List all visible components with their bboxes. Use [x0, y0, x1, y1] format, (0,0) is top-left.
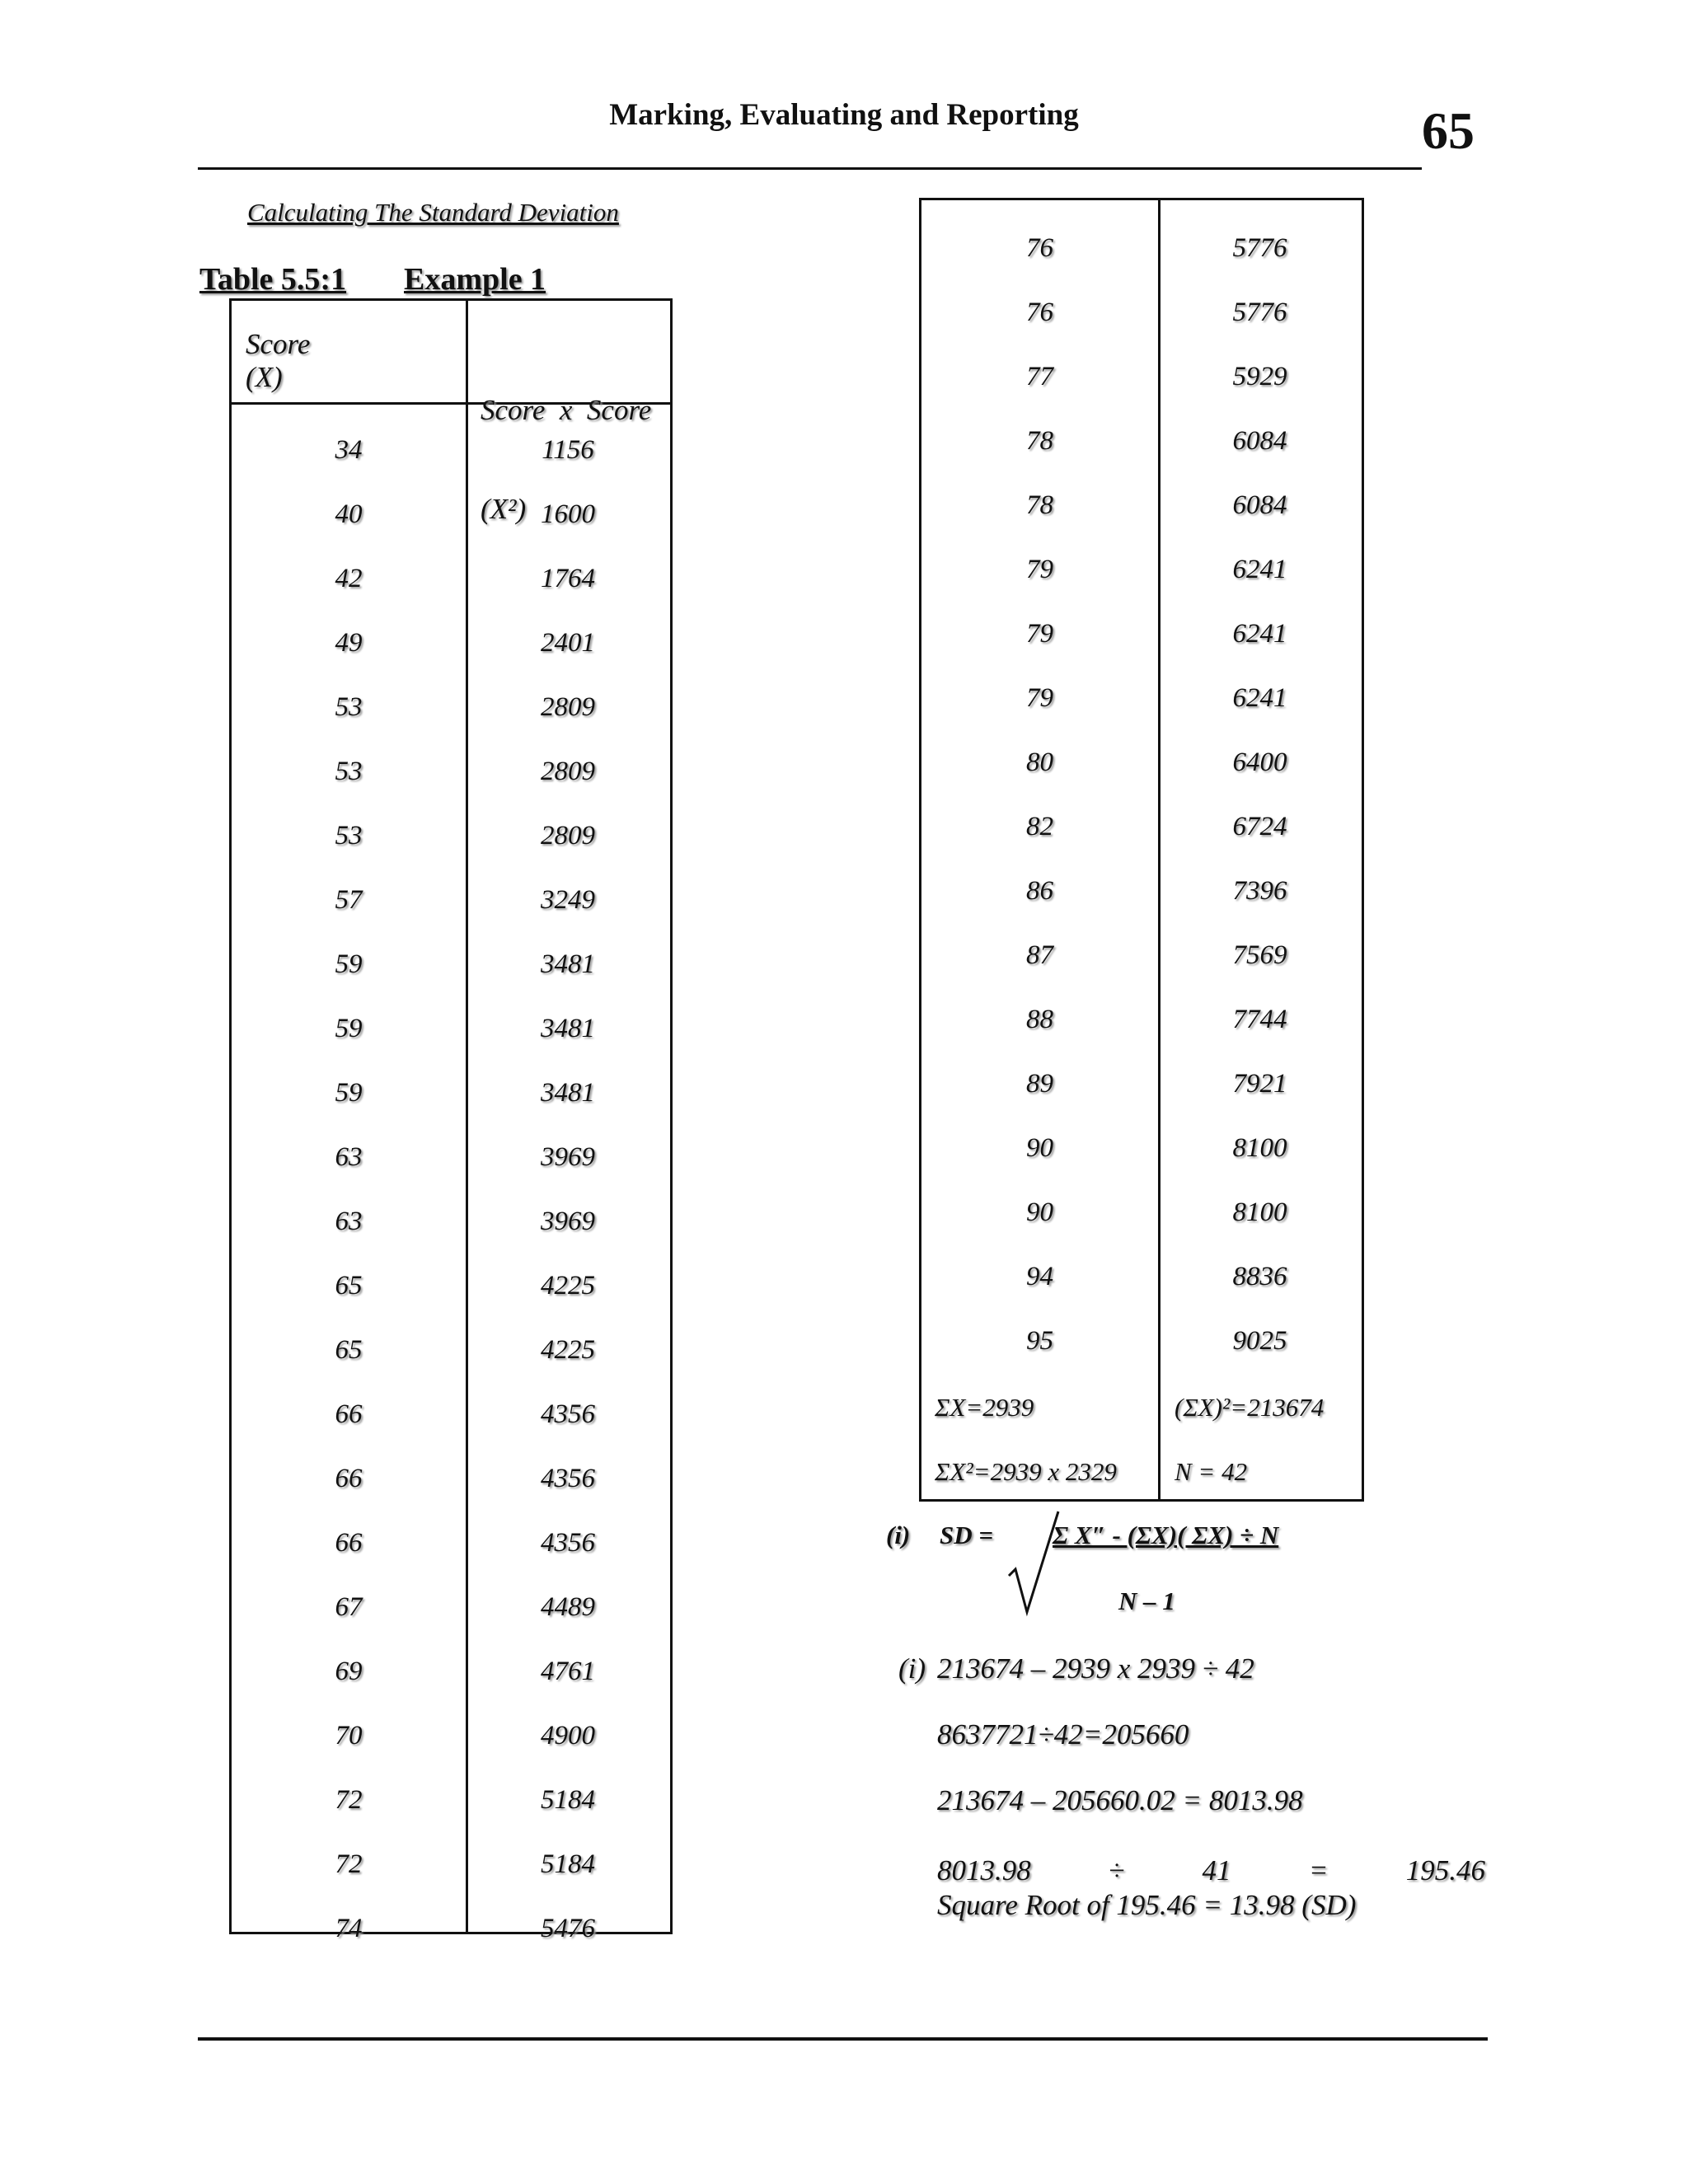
step-line-5: Square Root of 195.46 = 13.98 (SD) — [937, 1889, 1357, 1921]
table-row — [232, 1896, 670, 1961]
squared-cell: 2401 — [541, 628, 595, 658]
section-heading: Calculating The Standard Deviation — [247, 198, 619, 227]
score-cell: 57 — [335, 885, 363, 915]
squared-cell: 7396 — [1232, 876, 1287, 906]
score-cell: 90 — [1026, 1197, 1053, 1227]
table-row — [232, 1318, 670, 1382]
squared-cell: 5929 — [1232, 362, 1287, 391]
footer-rule — [198, 2037, 1488, 2041]
formula-denominator: N – 1 — [1118, 1586, 1175, 1615]
score-cell: 89 — [1026, 1069, 1053, 1099]
score-cell: 66 — [335, 1528, 363, 1558]
step-label: (i) — [898, 1652, 926, 1685]
right-table-body — [921, 216, 1362, 1373]
score-cell: 69 — [335, 1657, 363, 1686]
table-row — [232, 1639, 670, 1704]
table-row — [921, 537, 1362, 602]
squared-cell: 5476 — [541, 1914, 595, 1943]
score-cell: 53 — [335, 821, 363, 851]
squared-cell: 2809 — [541, 821, 595, 851]
score-cell: 78 — [1026, 426, 1053, 456]
squared-cell: 5776 — [1232, 233, 1287, 263]
header-score-symbol: (X) — [246, 361, 283, 393]
score-cell: 78 — [1026, 490, 1053, 520]
page-number: 65 — [1422, 101, 1475, 160]
squared-cell: 8836 — [1232, 1262, 1287, 1291]
table-row — [232, 1382, 670, 1446]
table-row — [232, 739, 670, 804]
table-row — [232, 1832, 670, 1896]
table-row — [232, 1768, 670, 1832]
table-row — [921, 473, 1362, 537]
table-row — [232, 868, 670, 932]
table-row — [232, 482, 670, 546]
score-cell: 40 — [335, 499, 363, 529]
sum-x-squared: (ΣX)²=213674 — [1175, 1393, 1325, 1422]
score-cell: 49 — [335, 628, 363, 658]
score-cell: 80 — [1026, 748, 1053, 777]
score-cell: 88 — [1026, 1005, 1053, 1034]
squared-cell: 3481 — [541, 1078, 595, 1108]
score-cell: 72 — [335, 1849, 363, 1879]
squared-cell: 6241 — [1232, 619, 1287, 649]
table-row — [921, 987, 1362, 1052]
score-cell: 79 — [1026, 619, 1053, 649]
table-row — [921, 794, 1362, 859]
squared-cell: 6241 — [1232, 555, 1287, 584]
squared-cell: 4225 — [541, 1271, 595, 1301]
squared-cell: 3481 — [541, 949, 595, 979]
score-cell: 72 — [335, 1785, 363, 1815]
table-row — [921, 216, 1362, 280]
squared-cell: 5184 — [541, 1849, 595, 1879]
score-cell: 66 — [335, 1464, 363, 1493]
step-line-4-operator: ÷ — [1109, 1854, 1125, 1886]
step-line-1: 213674 – 2939 x 2939 ÷ 42 — [937, 1652, 1254, 1685]
table-row — [921, 344, 1362, 409]
header-score — [246, 328, 452, 394]
n-count: N = 42 — [1175, 1457, 1248, 1486]
table-row — [921, 1116, 1362, 1180]
squared-cell: 3969 — [541, 1207, 595, 1236]
squared-cell: 3481 — [541, 1014, 595, 1043]
table-row — [232, 804, 670, 868]
table-row — [921, 602, 1362, 666]
table-row — [921, 1052, 1362, 1116]
table-row — [232, 611, 670, 675]
squared-cell: 4225 — [541, 1335, 595, 1365]
table-row — [921, 1309, 1362, 1373]
squared-cell: 6400 — [1232, 748, 1287, 777]
squared-cell: 7744 — [1232, 1005, 1287, 1034]
table-row — [232, 1511, 670, 1575]
squared-cell: 7569 — [1232, 940, 1287, 970]
score-cell: 63 — [335, 1207, 363, 1236]
step-line-4-equals: = — [1308, 1854, 1329, 1886]
score-cell: 53 — [335, 757, 363, 786]
formula-label: (i) — [886, 1521, 911, 1549]
header-score-squared-label: Score x Score — [481, 394, 652, 426]
score-cell: 63 — [335, 1142, 363, 1172]
formula-lhs: SD = — [940, 1521, 994, 1549]
step-line-3: 213674 – 205660.02 = 8013.98 — [937, 1784, 1303, 1816]
table-row — [921, 666, 1362, 730]
table-row — [232, 1446, 670, 1511]
squared-cell: 4356 — [541, 1399, 595, 1429]
score-cell: 94 — [1026, 1262, 1053, 1291]
squared-cell: 8100 — [1232, 1197, 1287, 1227]
header-rule — [198, 167, 1422, 170]
squared-cell: 4356 — [541, 1464, 595, 1493]
table-row — [232, 1061, 670, 1125]
squared-cell: 7921 — [1232, 1069, 1287, 1099]
sum-x2: ΣX²=2939 x 2329 — [935, 1457, 1117, 1486]
score-cell: 66 — [335, 1399, 363, 1429]
table-row — [232, 1254, 670, 1318]
score-cell: 34 — [335, 435, 363, 465]
squared-cell: 3249 — [541, 885, 595, 915]
header-score-squared-symbol: (X²) — [481, 493, 527, 525]
squared-cell: 4900 — [541, 1721, 595, 1750]
squared-cell: 2809 — [541, 692, 595, 722]
formula-numerator: Σ X″ - (ΣX)( ΣX) ÷ N — [1053, 1521, 1279, 1549]
table-row — [232, 932, 670, 996]
header-score-label: Score — [246, 328, 311, 360]
score-cell: 79 — [1026, 555, 1053, 584]
squared-cell: 8100 — [1232, 1133, 1287, 1163]
running-header: Marking, Evaluating and Reporting — [609, 98, 1079, 132]
table-row — [232, 546, 670, 611]
squared-cell: 1600 — [541, 499, 595, 529]
score-cell: 79 — [1026, 683, 1053, 713]
squared-cell: 4356 — [541, 1528, 595, 1558]
squared-cell: 5184 — [541, 1785, 595, 1815]
score-cell: 86 — [1026, 876, 1053, 906]
sum-x: ΣX=2939 — [935, 1393, 1034, 1422]
score-cell: 59 — [335, 1014, 363, 1043]
score-cell: 90 — [1026, 1133, 1053, 1163]
table-row — [921, 730, 1362, 794]
squared-cell: 6241 — [1232, 683, 1287, 713]
squared-cell: 6084 — [1232, 490, 1287, 520]
table-row — [232, 1189, 670, 1254]
score-cell: 77 — [1026, 362, 1053, 391]
squared-cell: 3969 — [541, 1142, 595, 1172]
squared-cell: 1764 — [541, 564, 595, 593]
squared-cell: 6724 — [1232, 812, 1287, 841]
score-cell: 53 — [335, 692, 363, 722]
score-cell: 76 — [1026, 233, 1053, 263]
squared-cell: 4761 — [541, 1657, 595, 1686]
left-table-body — [232, 418, 670, 1961]
step-line-4-result: 195.46 — [1405, 1854, 1485, 1886]
table-row — [921, 409, 1362, 473]
table-row — [232, 996, 670, 1061]
table-row — [232, 1125, 670, 1189]
table-row — [921, 1180, 1362, 1244]
score-cell: 42 — [335, 564, 363, 593]
score-cell: 65 — [335, 1271, 363, 1301]
squared-cell: 2809 — [541, 757, 595, 786]
score-cell: 59 — [335, 1078, 363, 1108]
table-row — [921, 280, 1362, 344]
score-cell: 65 — [335, 1335, 363, 1365]
squared-cell: 4489 — [541, 1592, 595, 1622]
squared-cell: 6084 — [1232, 426, 1287, 456]
table-row — [232, 1704, 670, 1768]
score-cell: 59 — [335, 949, 363, 979]
score-cell: 74 — [335, 1914, 363, 1943]
score-cell: 76 — [1026, 298, 1053, 327]
step-line-4-divisor: 41 — [1202, 1854, 1231, 1886]
score-cell: 70 — [335, 1721, 363, 1750]
squared-cell: 9025 — [1232, 1326, 1287, 1356]
score-cell: 82 — [1026, 812, 1053, 841]
table-label: Table 5.5:1 — [199, 262, 347, 297]
table-row — [921, 923, 1362, 987]
step-line-4 — [937, 1854, 1485, 1887]
table-row — [232, 1575, 670, 1639]
table-row — [921, 859, 1362, 923]
table-row — [232, 675, 670, 739]
squared-cell: 1156 — [542, 435, 594, 465]
score-cell: 95 — [1026, 1326, 1053, 1356]
squared-cell: 5776 — [1232, 298, 1287, 327]
score-cell: 87 — [1026, 940, 1053, 970]
table-row — [232, 418, 670, 482]
score-cell: 67 — [335, 1592, 363, 1622]
example-label: Example 1 — [404, 262, 546, 297]
step-line-2: 8637721÷42=205660 — [937, 1718, 1189, 1750]
table-row — [921, 1244, 1362, 1309]
step-line-4-value: 8013.98 — [937, 1854, 1031, 1886]
